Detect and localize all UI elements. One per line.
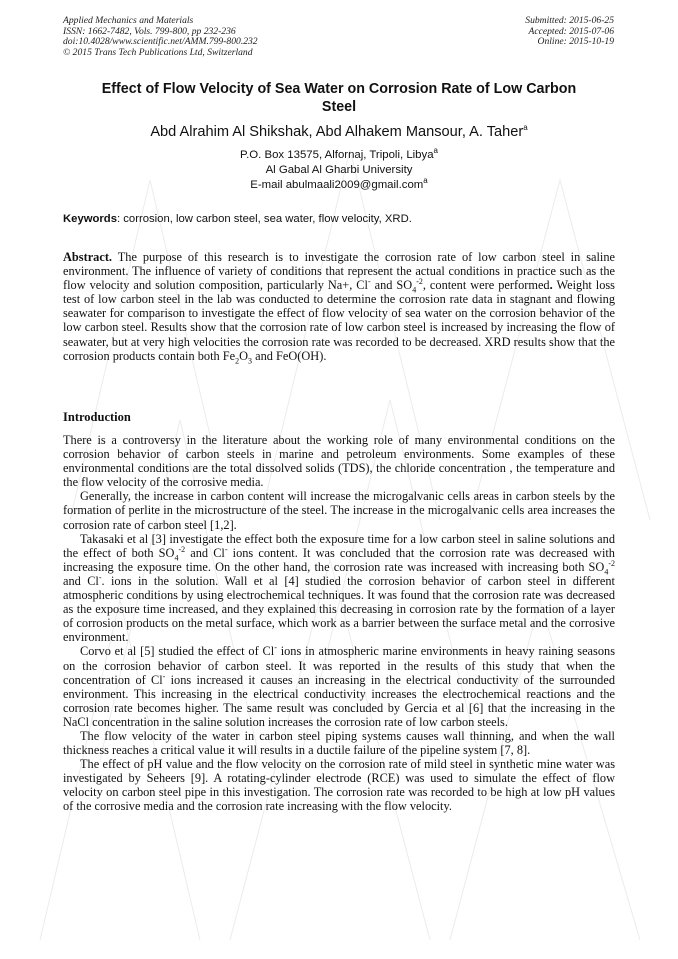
submitted-date: Submitted: 2015-06-25 <box>525 15 614 26</box>
abstract-label: Abstract. <box>63 250 113 264</box>
authors <box>60 123 618 141</box>
copyright: © 2015 Trans Tech Publications Ltd, Switzerland <box>63 46 253 58</box>
author-marker: a <box>523 123 528 133</box>
intro-paragraph-2: Generally, the increase in carbon content will increase the microgalvanic cells areas in carbon steels by the formation of perlite in the microstructure of the steel. The increase in the microgalvanic cells area increases the corrosion rate of carbon steel [1,2]. <box>63 489 615 532</box>
intro-paragraph-1: There is a controversy in the literature about the working role of many environmental conditions on the corrosion behavior of carbon steels in marine and petroleum environments. Some examples of these environmental conditions are the total dissolved solids (TDS), the chloride concentration , the temperature and the flow velocity of the corrosive media. <box>63 433 615 490</box>
journal-name: Applied Mechanics and Materials <box>63 15 194 26</box>
abstract <box>63 250 615 366</box>
keywords-label: Keywords <box>63 213 117 225</box>
journal-header-right <box>525 16 614 48</box>
author-list: Abd Alrahim Al Shikshak, Abd Alhakem Mansour, A. Taher <box>150 124 524 140</box>
introduction-heading: Introduction <box>63 410 131 424</box>
affiliation-address: P.O. Box 13575, Alfornaj, Tripoli, Libya$^a$ <box>240 146 438 161</box>
doi: doi:10.4028/www.scientific.net/AMM.799-800.232 <box>63 36 258 48</box>
affiliation-email[interactable]: E-mail abulmaali2009@gmail.com$^a$ <box>250 176 428 191</box>
intro-paragraph-5: The flow velocity of the water in carbon steel piping systems causes wall thinning, and when the wall thickness reaches a critical value it will results in a ductile failure of the pipeline system [7, 8]. <box>63 728 615 758</box>
intro-paragraph-3: Takasaki et al [3] investigate the effect both the exposure time for a low carbon steel in saline solutions and the effect of both $SO_4^{-2}$ and Cl- ions content. It was concluded that the corrosion rate was decreased with increasing the exposure time. On the other hand, the corrosion rate was increased with increasing both $SO_4^{-2}$ and Cl-. ions in the solution. Wall et al [4] studied the corrosion behavior of carbon steel in different atmospheric conditions by using electrochemical techniques. It was found that the corrosion rate was decreased as the exposure time increased, and they explained this decreasing in corrosion rate by the formation of a layer of corrosion products on the metal surface, which work as a barrier between the surface metal and the corrosive environment. <box>63 531 615 645</box>
intro-paragraph-4: Corvo et al [5] studied the effect of Cl- ions in atmospheric marine environments in heavy raining seasons on the corrosion behavior of carbon steel. It was reported in the results of this study that when the concentration of Cl- ions increased it causes an increasing in the electrical conductivity of the surrounded environment. This increasing in the electrical conductivity increases the electrochemical reactions and the corrosion rate becomes higher. The same result was concluded by Gercia et al [6] that the increasing in the NaCl concentration in the saline solution increases the corrosion rate of low carbon steels. <box>63 643 615 729</box>
keywords <box>63 212 615 226</box>
journal-header-left <box>63 16 258 58</box>
keywords-text: : corrosion, low carbon steel, sea water, flow velocity, XRD. <box>117 213 412 225</box>
abstract-paragraph: Abstract. The purpose of this research is to investigate the corrosion rate of low carbon steel in saline environment. The influence of variety of conditions that represent the actual conditions in practice such as the flow velocity and solution composition, particularly Na+, Cl- and $SO_4^{-2}$, content were performed. Weight loss test of low carbon steel in the lab was conducted to determine the corrosion rate data in stagnant and flowing seawater for comparison to investigate the effect of flow velocity of sea water on the corrosion behavior of the low carbon steel. Results show that the corrosion rate of low carbon steel is increased by increasing the flow of seawater, but at very high velocities the corrosion rate was recorded to be decreased. XRD results show that the corrosion products contain both $Fe_2O_3$ and FeO(OH). <box>63 250 615 366</box>
title-line-1: Effect of Flow Velocity of Sea Water on Corrosion Rate of Low Carbon <box>101 81 577 97</box>
affiliation-university: Al Gabal Al Gharbi University <box>265 164 413 176</box>
accepted-date: Accepted: 2015-07-06 <box>528 25 614 37</box>
online-date: Online: 2015-10-19 <box>537 36 614 48</box>
title-line-2: Steel <box>321 99 357 115</box>
introduction-body <box>63 433 615 814</box>
issn: ISSN: 1662-7482, Vols. 799-800, pp 232-236 <box>63 25 236 37</box>
paper-title <box>60 80 618 116</box>
intro-paragraph-6: The effect of pH value and the flow velocity on the corrosion rate of mild steel in synthetic mine water was investigated by Seheers [9]. A rotating-cylinder electrode (RCE) was used to simulate the effect of flow velocity on carbon steel pipe in this investigation. The corrosion rate was recorded to be high at low pH values of the corrosive media and the corrosion rate increasing with the flow velocity. <box>63 757 615 814</box>
affiliations <box>60 148 618 193</box>
